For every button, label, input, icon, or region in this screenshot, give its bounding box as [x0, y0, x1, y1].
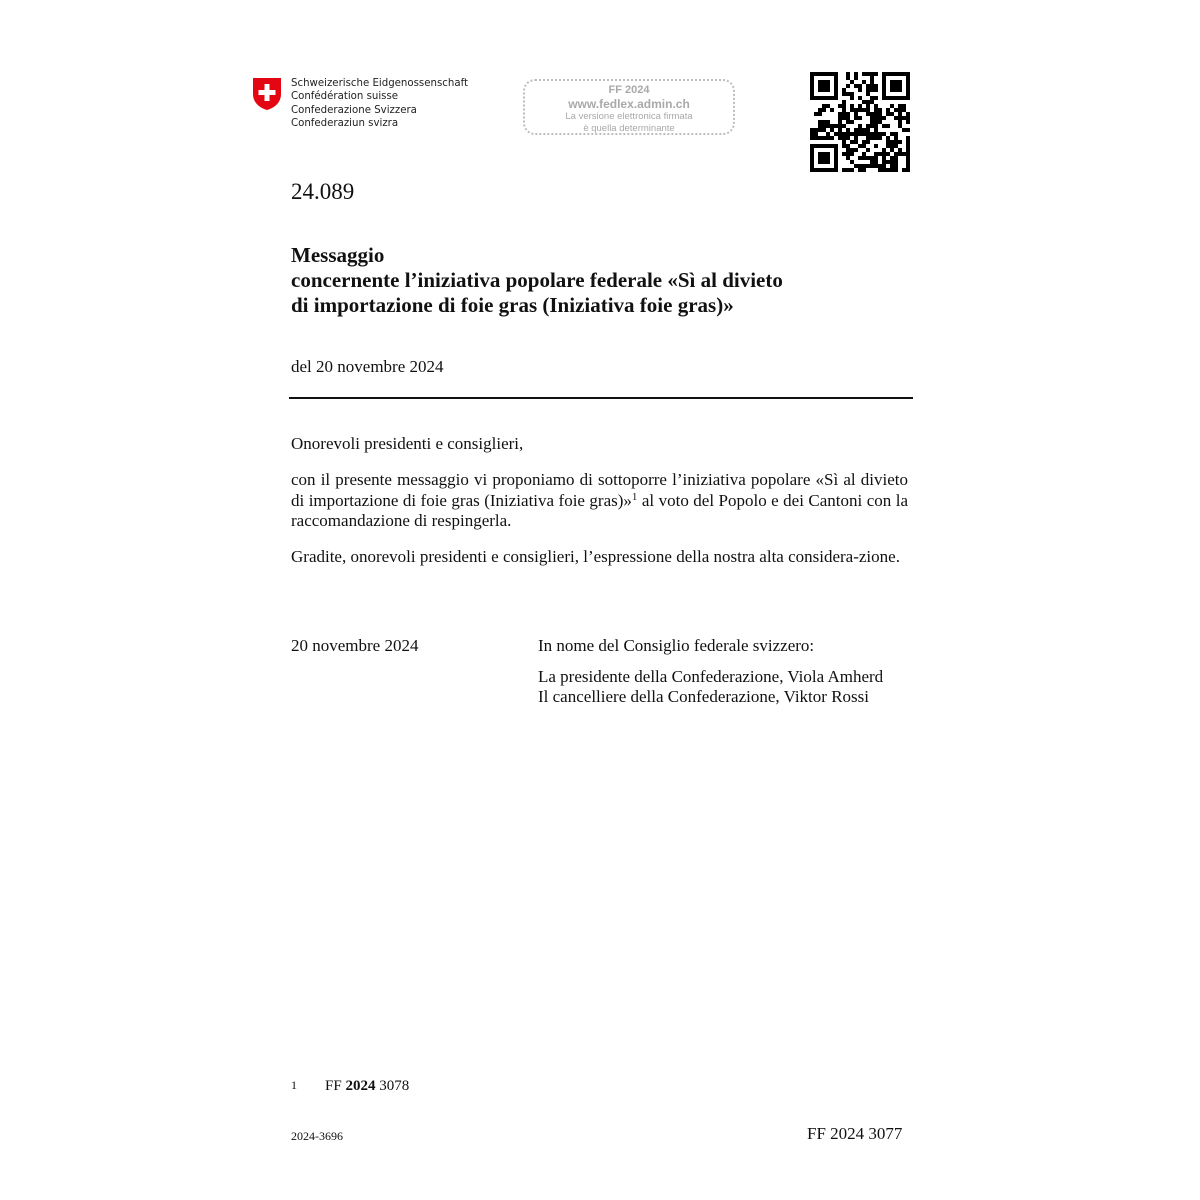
document-number: 24.089 — [291, 179, 355, 204]
signature-president: La presidente della Confederazione, Viola Amherd — [538, 666, 884, 686]
title-line-2: concernente l’iniziativa popolare federale «Sì al divieto — [291, 268, 783, 292]
signature-spacer — [538, 657, 883, 667]
footnote-year: 2024 — [345, 1078, 376, 1094]
swiss-coat-of-arms-logo — [252, 77, 282, 111]
stamp-line-4: è quella determinante — [583, 122, 675, 134]
signature-on-behalf: In nome del Consiglio federale svizzero: — [538, 636, 815, 655]
footnote-number: 1 — [291, 1078, 297, 1092]
signature-date: 20 novembre 2024 — [291, 636, 419, 655]
main-paragraph-part-a: con il presente messaggio vi proponiamo di sottoporre l’iniziativa popolare «Sì al divieto di importazione di foie gras (Iniziativa foie gras)» — [291, 470, 908, 510]
document-reference: 2024-3696 — [291, 1129, 343, 1143]
page-reference: FF 2024 3077 — [807, 1124, 903, 1143]
stamp-line-1: FF 2024 — [608, 84, 650, 96]
closing-paragraph: Gradite, onorevoli presidenti e consiglieri, l’espressione della nostra alta considera-zione. — [291, 547, 900, 566]
title-line-1: Messaggio — [291, 243, 385, 267]
title-divider — [289, 397, 913, 399]
document-title — [291, 243, 783, 318]
footnote-page: 3078 — [375, 1078, 410, 1094]
organization-names — [291, 77, 468, 130]
stamp-line-3: La versione elettronica firmata — [565, 111, 693, 122]
qr-code-icon — [810, 72, 910, 172]
footnote-text — [325, 1078, 409, 1095]
org-name-de: Schweizerische Eidgenossenschaft — [291, 78, 468, 89]
main-paragraph-part-b: al voto del Popolo e dei Cantoni con la raccomandazione di respingerla. — [291, 490, 908, 530]
stamp-line-2: www.fedlex.admin.ch — [568, 97, 690, 111]
signature-chancellor: Il cancelliere della Confederazione, Viktor Rossi — [538, 687, 869, 706]
electronic-version-stamp — [523, 79, 735, 135]
footnote-prefix: FF — [325, 1078, 346, 1094]
salutation: Onorevoli presidenti e consiglieri, — [291, 434, 524, 453]
title-line-3: di importazione di foie gras (Iniziativa foie gras)» — [291, 293, 734, 317]
org-name-it: Confederazione Svizzera — [291, 104, 417, 116]
document-date: del 20 novembre 2024 — [291, 357, 444, 376]
org-name-fr: Confédération suisse — [291, 91, 399, 103]
main-paragraph — [291, 470, 908, 532]
signature-block — [538, 636, 883, 708]
org-name-rm: Confederaziun svizra — [291, 117, 399, 129]
footnote-reference[interactable]: 1 — [631, 490, 638, 503]
